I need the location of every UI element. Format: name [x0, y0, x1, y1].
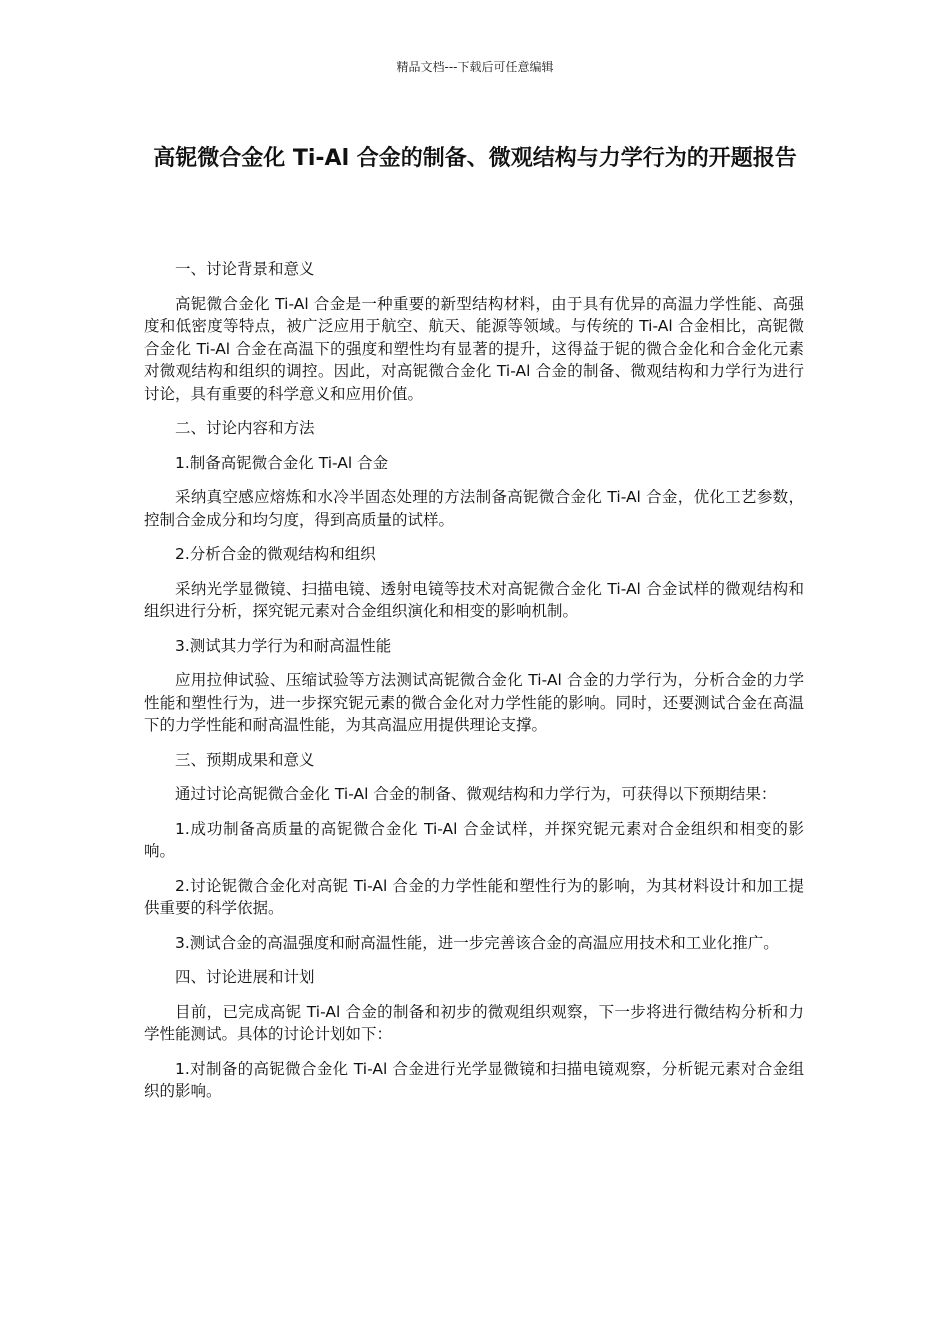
paragraph-microstructure: 采纳光学显微镜、扫描电镜、透射电镜等技术对高铌微合金化 Ti-Al 合金试样的微观结构和组织进行分析，探究铌元素对合金组织演化和相变的影响机制。	[144, 579, 804, 620]
section-heading-background: 一、讨论背景和意义	[175, 260, 315, 278]
subheading-preparation: 1.制备高铌微合金化 Ti-Al 合金	[175, 453, 389, 472]
list-item-expected-2: 2.讨论铌微合金化对高铌 Ti-Al 合金的力学性能和塑性行为的影响，为其材料设计和加工提供重要的科学依据。	[144, 876, 804, 917]
section-heading-expected: 三、预期成果和意义	[175, 750, 315, 769]
list-item-expected-1: 1.成功制备高质量的高铌微合金化 Ti-Al 合金试样，并探究铌元素对合金组织和相变的影响。	[144, 819, 804, 860]
document-body	[144, 258, 804, 1115]
subheading-mechanical: 3.测试其力学行为和耐高温性能	[175, 636, 392, 655]
section-heading-content-methods: 二、讨论内容和方法	[175, 419, 315, 437]
document-title: 高铌微合金化 Ti-Al 合金的制备、微观结构与力学行为的开题报告	[153, 146, 797, 171]
subheading-microstructure: 2.分析合金的微观结构和组织	[175, 545, 376, 563]
paragraph-progress: 目前，已完成高铌 Ti-Al 合金的制备和初步的微观组织观察，下一步将进行微结构分析和力学性能测试。具体的讨论计划如下：	[144, 1002, 804, 1043]
section-heading-progress: 四、讨论进展和计划	[175, 968, 315, 986]
paragraph-preparation: 采纳真空感应熔炼和水冷半固态处理的方法制备高铌微合金化 Ti-Al 合金，优化工艺参数，控制合金成分和均匀度，得到高质量的试样。	[144, 488, 804, 529]
paragraph-expected-intro: 通过讨论高铌微合金化 Ti-Al 合金的制备、微观结构和力学行为，可获得以下预期结果：	[175, 785, 777, 803]
paragraph-mechanical: 应用拉伸试验、压缩试验等方法测试高铌微合金化 Ti-Al 合金的力学行为，分析合金的力学性能和塑性行为，进一步探究铌元素的微合金化对力学性能的影响。同时，还要测试合金在高温下的力学性能和耐高温性能，为其高温应用提供理论支撑。	[144, 671, 804, 734]
paragraph-background: 高铌微合金化 Ti-Al 合金是一种重要的新型结构材料，由于具有优异的高温力学性能、高强度和低密度等特点，被广泛应用于航空、航天、能源等领域。与传统的 Ti-Al 合金相比，高铌微合金化 Ti-Al 合金在高温下的强度和塑性均有显著的提升，这得益于铌的微合金化和合金化元素对微观结构和组织的调控。因此，对高铌微合金化 Ti-Al 合金的制备、微观结构和力学行为进行讨论，具有重要的科学意义和应用价值。	[144, 294, 804, 403]
list-item-expected-3: 3.测试合金的高温强度和耐高温性能，进一步完善该合金的高温应用技术和工业化推广。	[175, 933, 779, 952]
page-header: 精品文档---下载后可任意编辑	[396, 60, 554, 74]
list-item-plan-1: 1.对制备的高铌微合金化 Ti-Al 合金进行光学显微镜和扫描电镜观察，分析铌元素对合金组织的影响。	[144, 1059, 804, 1100]
